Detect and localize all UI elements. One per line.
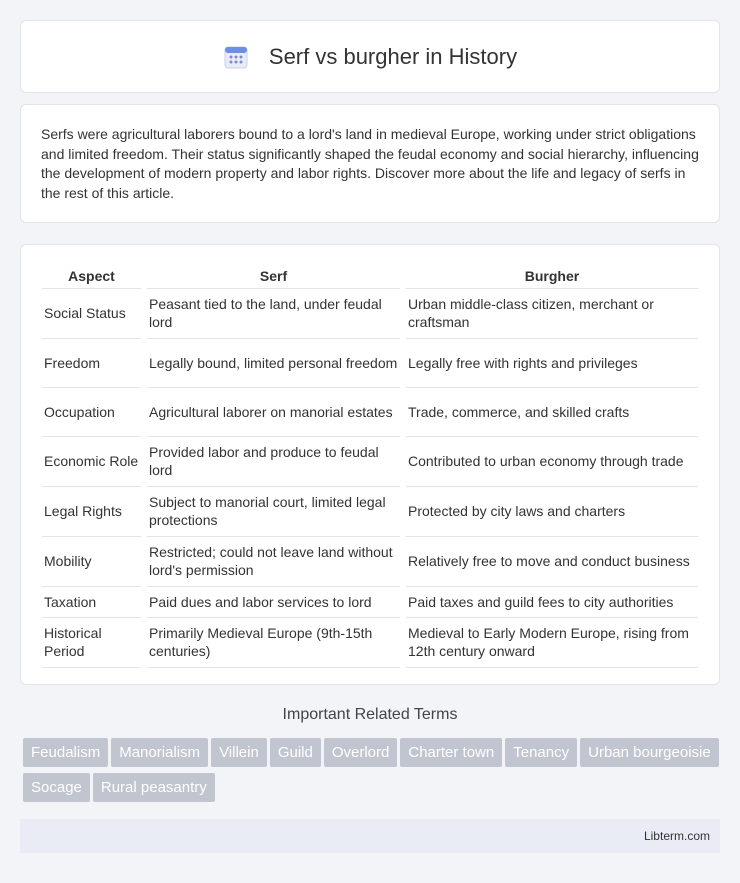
header-aspect: Aspect: [42, 265, 141, 289]
tag-rural-peasantry[interactable]: Rural peasantry: [93, 773, 215, 802]
footer: [20, 819, 720, 853]
table-header-row: [42, 265, 698, 289]
cell-serf: Provided labor and produce to feudal lord: [147, 437, 400, 487]
cell-burgher: Relatively free to move and conduct business: [406, 537, 698, 587]
cell-aspect: Economic Role: [42, 437, 141, 487]
cell-serf: Agricultural laborer on manorial estates: [147, 388, 400, 437]
cell-aspect: Legal Rights: [42, 487, 141, 537]
cell-serf: Primarily Medieval Europe (9th-15th centuries): [147, 618, 400, 668]
cell-aspect: Taxation: [42, 587, 141, 618]
header-burgher: Burgher: [406, 265, 698, 289]
cell-burgher: Medieval to Early Modern Europe, rising from 12th century onward: [406, 618, 698, 668]
tag-guild[interactable]: Guild: [270, 738, 321, 767]
cell-serf: Legally bound, limited personal freedom: [147, 339, 400, 388]
tag-tenancy[interactable]: Tenancy: [505, 738, 577, 767]
table-row: [42, 487, 698, 537]
intro-text: Serfs were agricultural laborers bound to a lord's land in medieval Europe, working under strict obligations and limited freedom. Their status significantly shaped the feudal economy and social hierarchy, influencing the development of modern property and labor rights. Discover more about the life and legacy of serfs in the rest of this article.: [41, 126, 699, 201]
cell-aspect: Social Status: [42, 289, 141, 339]
cell-burgher: Protected by city laws and charters: [406, 487, 698, 537]
intro-card: [20, 104, 720, 223]
cell-burgher: Legally free with rights and privileges: [406, 339, 698, 388]
cell-aspect: Mobility: [42, 537, 141, 587]
cell-aspect: Historical Period: [42, 618, 141, 668]
related-terms-title: Important Related Terms: [282, 706, 458, 723]
table-row: [42, 587, 698, 618]
table-row: [42, 437, 698, 487]
header-serf: Serf: [147, 265, 400, 289]
related-terms-tags: [23, 738, 723, 808]
tag-charter-town[interactable]: Charter town: [400, 738, 502, 767]
cell-aspect: Freedom: [42, 339, 141, 388]
tag-feudalism[interactable]: Feudalism: [23, 738, 108, 767]
cell-burgher: Paid taxes and guild fees to city authorities: [406, 587, 698, 618]
footer-site-link[interactable]: Libterm.com: [643, 829, 710, 843]
cell-burgher: Urban middle-class citizen, merchant or craftsman: [406, 289, 698, 339]
tag-urban-bourgeoisie[interactable]: Urban bourgeoisie: [580, 738, 719, 767]
tag-socage[interactable]: Socage: [23, 773, 90, 802]
table-row: [42, 289, 698, 339]
cell-aspect: Occupation: [42, 388, 141, 437]
table-row: [42, 339, 698, 388]
table-row: [42, 537, 698, 587]
calendar-icon: [223, 44, 249, 70]
page-title: Serf vs burgher in History: [268, 43, 518, 69]
cell-burgher: Contributed to urban economy through trade: [406, 437, 698, 487]
tag-overlord[interactable]: Overlord: [324, 738, 398, 767]
tag-manorialism[interactable]: Manorialism: [111, 738, 208, 767]
title-card: [20, 20, 720, 93]
tag-villein[interactable]: Villein: [211, 738, 267, 767]
cell-serf: Paid dues and labor services to lord: [147, 587, 400, 618]
comparison-table-card: [20, 244, 720, 685]
cell-serf: Subject to manorial court, limited legal protections: [147, 487, 400, 537]
cell-burgher: Trade, commerce, and skilled crafts: [406, 388, 698, 437]
table-row: [42, 618, 698, 668]
cell-serf: Restricted; could not leave land without lord's permission: [147, 537, 400, 587]
comparison-table: [36, 265, 704, 668]
cell-serf: Peasant tied to the land, under feudal lord: [147, 289, 400, 339]
table-row: [42, 388, 698, 437]
